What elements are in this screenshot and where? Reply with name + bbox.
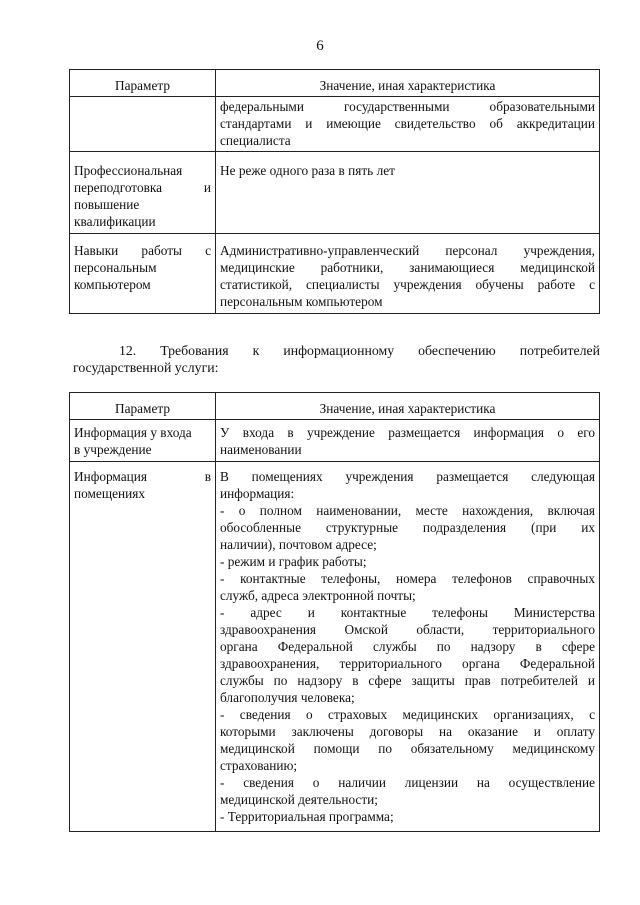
table-row bbox=[70, 462, 600, 832]
text-line: наличии), почтовом адресе; bbox=[220, 537, 377, 552]
text-line: квалификации bbox=[74, 214, 156, 229]
table-row bbox=[70, 152, 600, 234]
paragraph-line: 12. Требования к информационному обеспечению потребителей bbox=[119, 343, 600, 358]
text-line: Административно-управленческий персонал учреждения, bbox=[220, 243, 595, 258]
text-line: компьютером bbox=[74, 277, 151, 292]
table-row bbox=[70, 97, 600, 152]
text-line: информация: bbox=[220, 486, 295, 501]
text-line: которыми заключены договоры на оказание и оплату bbox=[220, 724, 595, 739]
text-line: специалиста bbox=[220, 133, 291, 148]
param-cell bbox=[70, 420, 216, 462]
text-line: - Территориальная программа; bbox=[220, 809, 394, 824]
column-header-value: Значение, иная характеристика bbox=[216, 393, 600, 420]
value-cell bbox=[216, 420, 600, 462]
paragraph-line: государственной услуги: bbox=[73, 360, 219, 375]
text-line: в учреждение bbox=[74, 442, 152, 457]
text-line: - о полном наименовании, месте нахождения, включая bbox=[220, 503, 595, 518]
text-line: - режим и график работы; bbox=[220, 554, 367, 569]
param-cell bbox=[70, 234, 216, 314]
param-cell bbox=[70, 152, 216, 234]
text-line: У входа в учреждение размещается информация о его bbox=[220, 425, 595, 440]
text-line: здравоохранения Омской области, территориального bbox=[220, 622, 595, 637]
column-header-param: Параметр bbox=[70, 393, 216, 420]
text-line: служб, адреса электронной почты; bbox=[220, 588, 416, 603]
text-line: статистикой, специалисты учреждения обучены работе с bbox=[220, 277, 595, 292]
text-line: наименовании bbox=[220, 442, 302, 457]
table-row bbox=[70, 234, 600, 314]
value-cell bbox=[216, 462, 600, 832]
information-requirements-table bbox=[69, 392, 600, 832]
text-line: - сведения о страховых медицинских организациях, с bbox=[220, 707, 595, 722]
text-line: медицинские работники, занимающиеся медицинской bbox=[220, 260, 595, 275]
text-line: службы по надзору в сфере защиты прав потребителей и bbox=[220, 673, 595, 688]
table-row bbox=[70, 420, 600, 462]
text-line: Не реже одного раза в пять лет bbox=[220, 163, 395, 178]
text-line: обособленные структурные подразделения (при их bbox=[220, 520, 595, 535]
value-cell bbox=[216, 152, 600, 234]
text-line: помещениях bbox=[74, 486, 145, 501]
value-cell bbox=[216, 97, 600, 152]
text-line: В помещениях учреждения размещается следующая bbox=[220, 469, 595, 484]
text-line: федеральными государственными образовательными bbox=[220, 99, 595, 114]
text-line: Информация в bbox=[74, 469, 211, 484]
value-cell bbox=[216, 234, 600, 314]
page-number: 6 bbox=[316, 38, 324, 54]
table-header-row bbox=[70, 393, 600, 420]
column-header-value: Значение, иная характеристика bbox=[216, 70, 600, 97]
param-cell bbox=[70, 97, 216, 152]
text-line: Информация у входа bbox=[74, 425, 192, 440]
section-12-paragraph bbox=[73, 342, 600, 376]
text-line: здравоохранения, территориального органа Федеральной bbox=[220, 656, 595, 671]
text-line: медицинской деятельности; bbox=[220, 792, 378, 807]
text-line: персональным компьютером bbox=[220, 294, 383, 309]
text-line: благополучия человека; bbox=[220, 690, 355, 705]
text-line: Профессиональная bbox=[74, 163, 183, 178]
text-line: - контактные телефоны, номера телефонов справочных bbox=[220, 571, 595, 586]
staff-requirements-table bbox=[69, 69, 600, 314]
table-header-row bbox=[70, 70, 600, 97]
text-line: - адрес и контактные телефоны Министерства bbox=[220, 605, 595, 620]
text-line: стандартами и имеющие свидетельство об аккредитации bbox=[220, 116, 595, 131]
text-line: переподготовка и bbox=[74, 180, 211, 195]
text-line: страхованию; bbox=[220, 758, 298, 773]
param-cell bbox=[70, 462, 216, 832]
column-header-param: Параметр bbox=[70, 70, 216, 97]
text-line: органа Федеральной службы по надзору в сфере bbox=[220, 639, 595, 654]
text-line: Навыки работы с bbox=[74, 243, 211, 258]
text-line: - сведения о наличии лицензии на осуществление bbox=[220, 775, 595, 790]
text-line: персональным bbox=[74, 260, 157, 275]
text-line: повышение bbox=[74, 197, 140, 212]
text-line: медицинской помощи по обязательному медицинскому bbox=[220, 741, 595, 756]
